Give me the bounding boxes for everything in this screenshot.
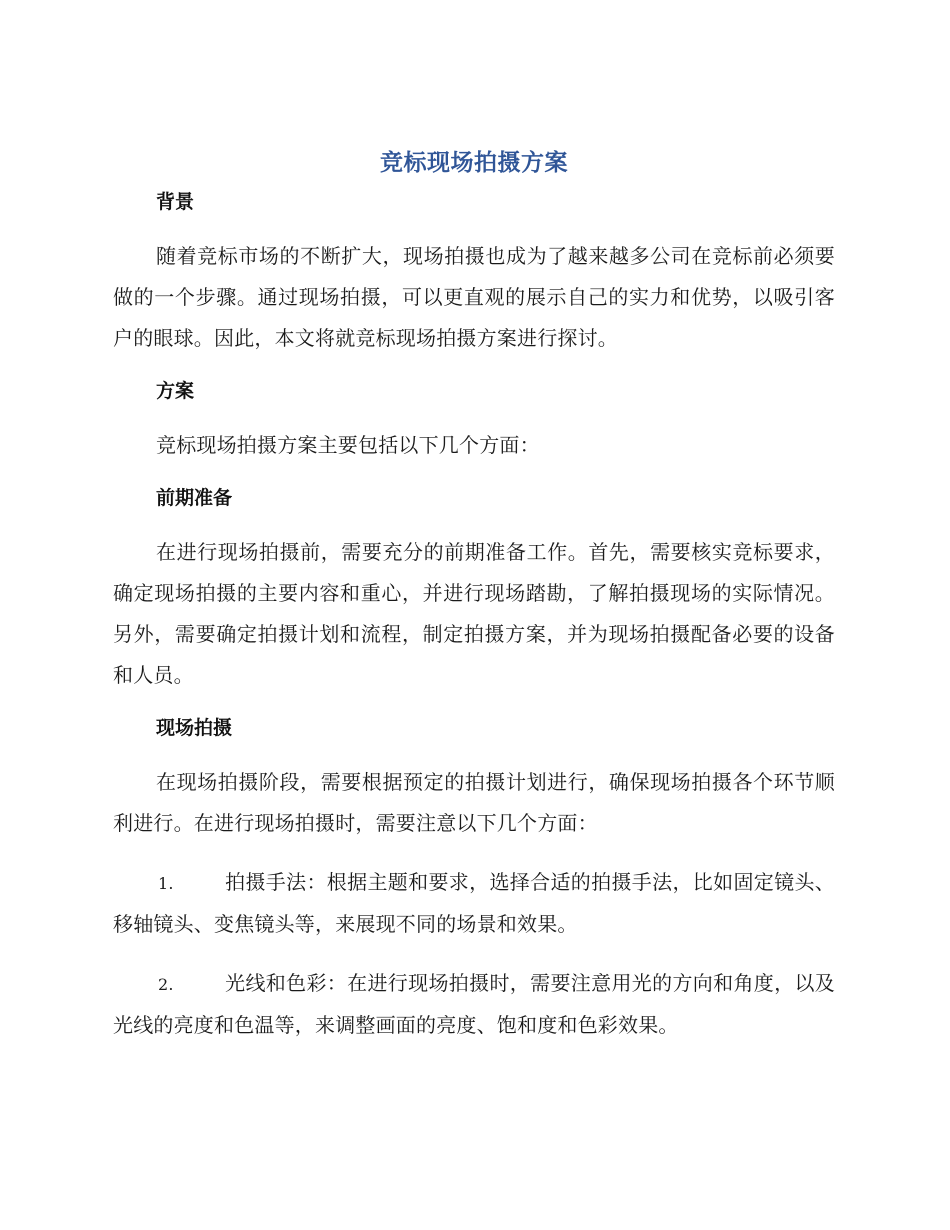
list-item <box>113 963 835 1046</box>
document-title: 竞标现场拍摄方案 <box>380 150 568 176</box>
plan-paragraph: 竞标现场拍摄方案主要包括以下几个方面： <box>156 433 540 457</box>
list-item <box>113 862 835 945</box>
list-item-number: 2. <box>158 975 174 994</box>
list-item-text: 光线和色彩：在进行现场拍摄时，需要注意用光的方向和角度，以及光线的亮度和色温等，来调整画面的亮度、饱和度和色彩效果。 <box>113 971 835 1037</box>
background-paragraph: 随着竞标市场的不断扩大，现场拍摄也成为了越来越多公司在竞标前必须要做的一个步骤。通过现场拍摄，可以更直观的展示自己的实力和优势，以吸引客户的眼球。因此，本文将就竞标现场拍摄方案进行探讨。 <box>113 244 835 350</box>
list-item-number: 1. <box>158 874 174 893</box>
document-body <box>113 145 835 1058</box>
section-heading-plan: 方案 <box>156 380 195 402</box>
preparation-paragraph: 在进行现场拍摄前，需要充分的前期准备工作。首先，需要核实竞标要求，确定现场拍摄的主要内容和重心，并进行现场踏勘，了解拍摄现场的实际情况。另外，需要确定拍摄计划和流程，制定拍摄方案，并为现场拍摄配备必要的设备和人员。 <box>113 540 835 687</box>
list-item-text: 拍摄手法：根据主题和要求，选择合适的拍摄手法，比如固定镜头、移轴镜头、变焦镜头等，来展现不同的场景和效果。 <box>113 870 835 936</box>
section-heading-preparation: 前期准备 <box>156 487 233 509</box>
section-heading-background: 背景 <box>156 191 195 213</box>
section-heading-shooting: 现场拍摄 <box>156 717 233 739</box>
shooting-paragraph: 在现场拍摄阶段，需要根据预定的拍摄计划进行，确保现场拍摄各个环节顺利进行。在进行现场拍摄时，需要注意以下几个方面： <box>113 770 835 835</box>
